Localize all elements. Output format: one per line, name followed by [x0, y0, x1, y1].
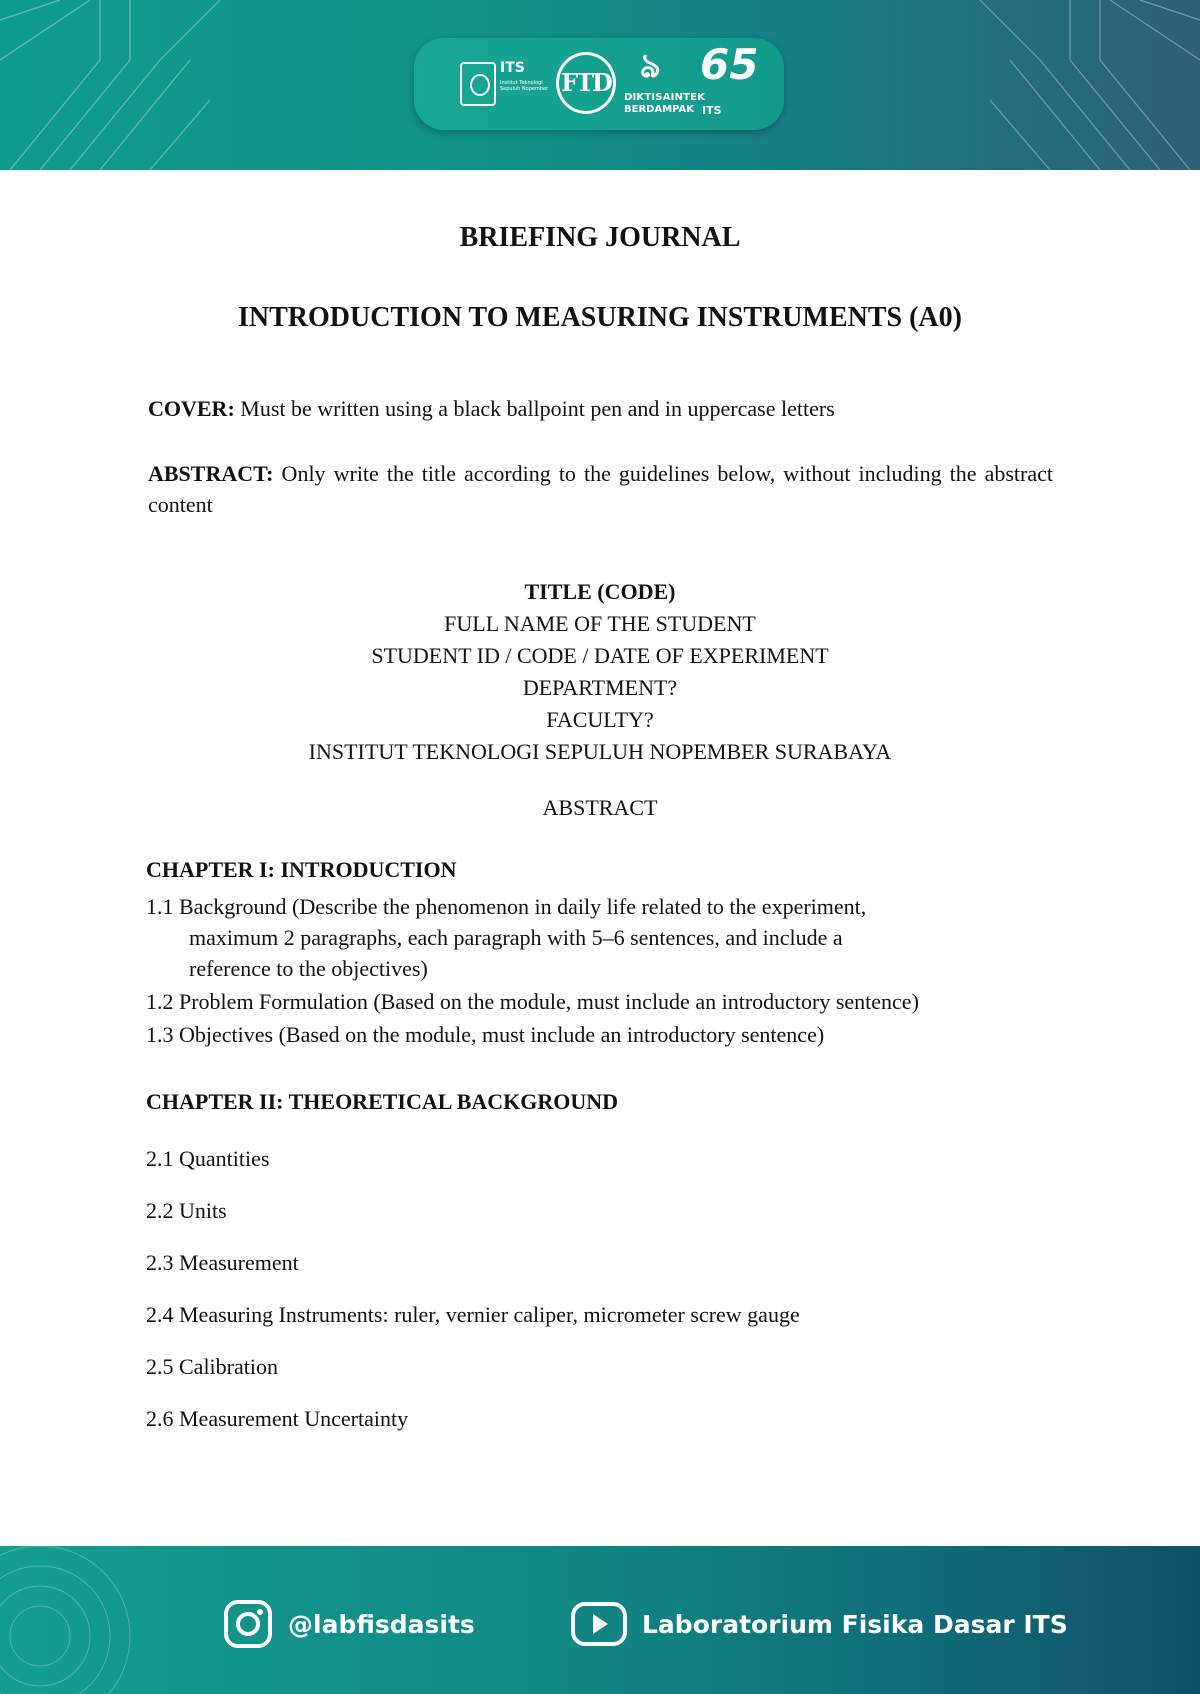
list-item-1-1-line1: 1.1 Background (Describe the phenomenon in daily life related to the experiment,	[146, 894, 867, 919]
instagram-handle: @labfisdasits	[288, 1609, 475, 1639]
list-item-1-2: 1.2 Problem Formulation (Based on the module, must include an introductory sentence)	[146, 989, 919, 1014]
chapter-1-heading: CHAPTER I: INTRODUCTION	[146, 857, 457, 882]
footer-banner	[0, 1546, 1200, 1694]
header-pattern-right	[980, 0, 1200, 170]
ftd-logo: FTD	[556, 52, 616, 114]
list-item-2-2: 2.2 Units	[146, 1198, 227, 1223]
template-student-name: FULL NAME OF THE STUDENT	[444, 611, 756, 636]
chapter-2-heading: CHAPTER II: THEORETICAL BACKGROUND	[146, 1089, 619, 1114]
instagram-link[interactable]	[222, 1598, 475, 1650]
anniversary-number: 65	[700, 40, 759, 89]
abstract-label: ABSTRACT:	[148, 461, 274, 486]
abstract-heading: ABSTRACT	[542, 795, 658, 820]
document-subtitle: INTRODUCTION TO MEASURING INSTRUMENTS (A0)	[238, 302, 962, 333]
logo-bar	[414, 38, 784, 130]
cover-instruction	[148, 393, 1053, 424]
title-page-template	[0, 576, 1200, 768]
anniversary-65-logo	[698, 40, 759, 122]
list-item-1-1	[146, 891, 1046, 984]
anniversary-its: ITS	[702, 104, 722, 117]
diktisaintek-logo	[624, 46, 706, 122]
its-logo-subtitle: Institut Teknologi Sepuluh Nopember	[500, 80, 549, 92]
abstract-text: Only write the title according to the guidelines below, without including the abstract content	[148, 461, 1053, 517]
template-faculty: FACULTY?	[546, 707, 654, 732]
list-item-1-1-line2: maximum 2 paragraphs, each paragraph with 5–6 sentences, and include a	[189, 925, 843, 950]
youtube-icon	[570, 1601, 628, 1647]
header-banner	[0, 0, 1200, 170]
list-item-2-3: 2.3 Measurement	[146, 1250, 299, 1275]
its-seal-icon	[460, 62, 496, 106]
diktisaintek-line2: BERDAMPAK	[624, 104, 695, 115]
cover-text: Must be written using a black ballpoint pen and in uppercase letters	[234, 396, 835, 421]
template-title-code: TITLE (CODE)	[524, 579, 676, 604]
youtube-link[interactable]	[570, 1598, 1068, 1650]
list-item-2-4: 2.4 Measuring Instruments: ruler, vernier caliper, micrometer screw gauge	[146, 1302, 800, 1327]
header-pattern-left	[0, 0, 220, 170]
template-institution: INSTITUT TEKNOLOGI SEPULUH NOPEMBER SURABAYA	[308, 739, 892, 764]
list-item-2-6: 2.6 Measurement Uncertainty	[146, 1406, 409, 1431]
its-logo	[460, 60, 556, 110]
footer-rings-decoration	[0, 1546, 140, 1694]
chapter-1-list	[146, 891, 1046, 1052]
its-logo-word: ITS	[500, 60, 525, 76]
cover-label: COVER:	[148, 396, 235, 421]
diktisaintek-line1: DIKTISAINTEK	[624, 92, 706, 103]
template-student-id: STUDENT ID / CODE / DATE OF EXPERIMENT	[371, 643, 829, 668]
list-item-1-3: 1.3 Objectives (Based on the module, must include an introductory sentence)	[146, 1022, 825, 1047]
diktisaintek-mark-icon: ঌ	[640, 46, 661, 86]
instagram-icon	[222, 1598, 274, 1650]
list-item-2-5: 2.5 Calibration	[146, 1354, 278, 1379]
youtube-channel-name: Laboratorium Fisika Dasar ITS	[642, 1609, 1068, 1639]
list-item-2-1: 2.1 Quantities	[146, 1146, 270, 1171]
abstract-instruction	[148, 458, 1053, 520]
template-department: DEPARTMENT?	[522, 675, 678, 700]
list-item-1-1-line3: reference to the objectives)	[189, 956, 428, 981]
document-title: BRIEFING JOURNAL	[459, 222, 741, 253]
